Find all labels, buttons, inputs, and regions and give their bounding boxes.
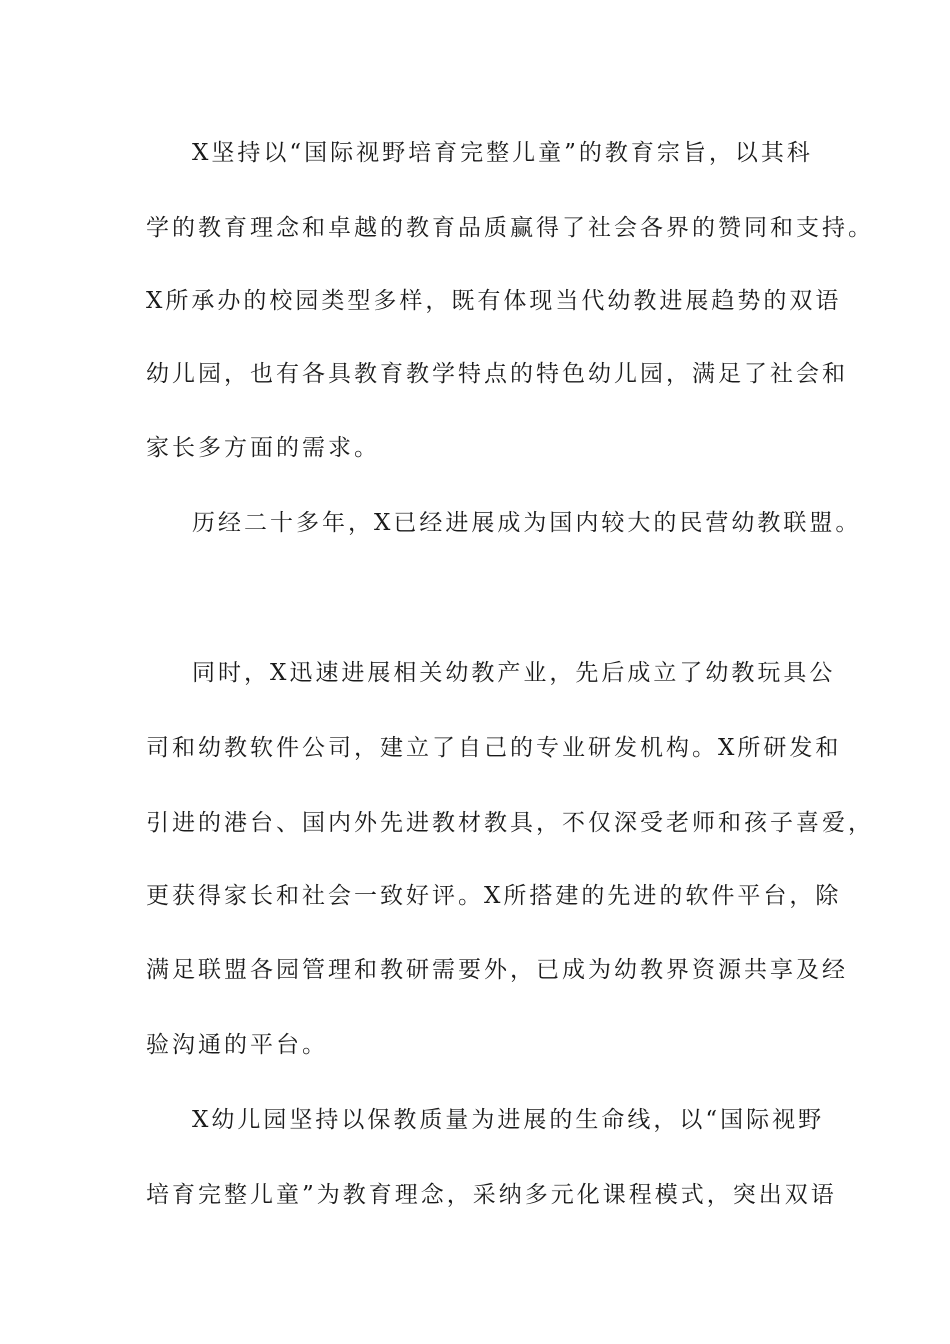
text-line: X幼儿园坚持以保教质量为进展的生命线，以“国际视野 [192,1107,825,1133]
text-line: 历经二十多年，X已经进展成为国内较大的民营幼教联盟。 [192,510,862,536]
text-line: X坚持以“国际视野培育完整儿童”的教育宗旨，以其科 [192,140,813,166]
text-line: 更获得家长和社会一致好评。X所搭建的先进的软件平台，除 [146,883,842,909]
text-line: 司和幼教软件公司，建立了自己的专业研发机构。X所研发和 [146,735,842,761]
text-line: X所承办的校园类型多样，既有体现当代幼教进展趋势的双语 [146,288,842,314]
text-line: 家长多方面的需求。 [146,435,380,461]
text-line: 学的教育理念和卓越的教育品质赢得了社会各界的赞同和支持。 [146,215,874,241]
text-line: 引进的港台、国内外先进教材教具，不仅深受老师和孩子喜爱， [146,810,874,836]
text-line: 同时，X迅速进展相关幼教产业，先后成立了幼教玩具公 [192,660,836,686]
text-line: 满足联盟各园管理和教研需要外，已成为幼教界资源共享及经 [146,957,848,983]
text-line: 幼儿园，也有各具教育教学特点的特色幼儿园，满足了社会和 [146,361,848,387]
text-line: 验沟通的平台。 [146,1032,328,1058]
text-line: 培育完整儿童”为教育理念，采纳多元化课程模式，突出双语 [146,1182,837,1208]
